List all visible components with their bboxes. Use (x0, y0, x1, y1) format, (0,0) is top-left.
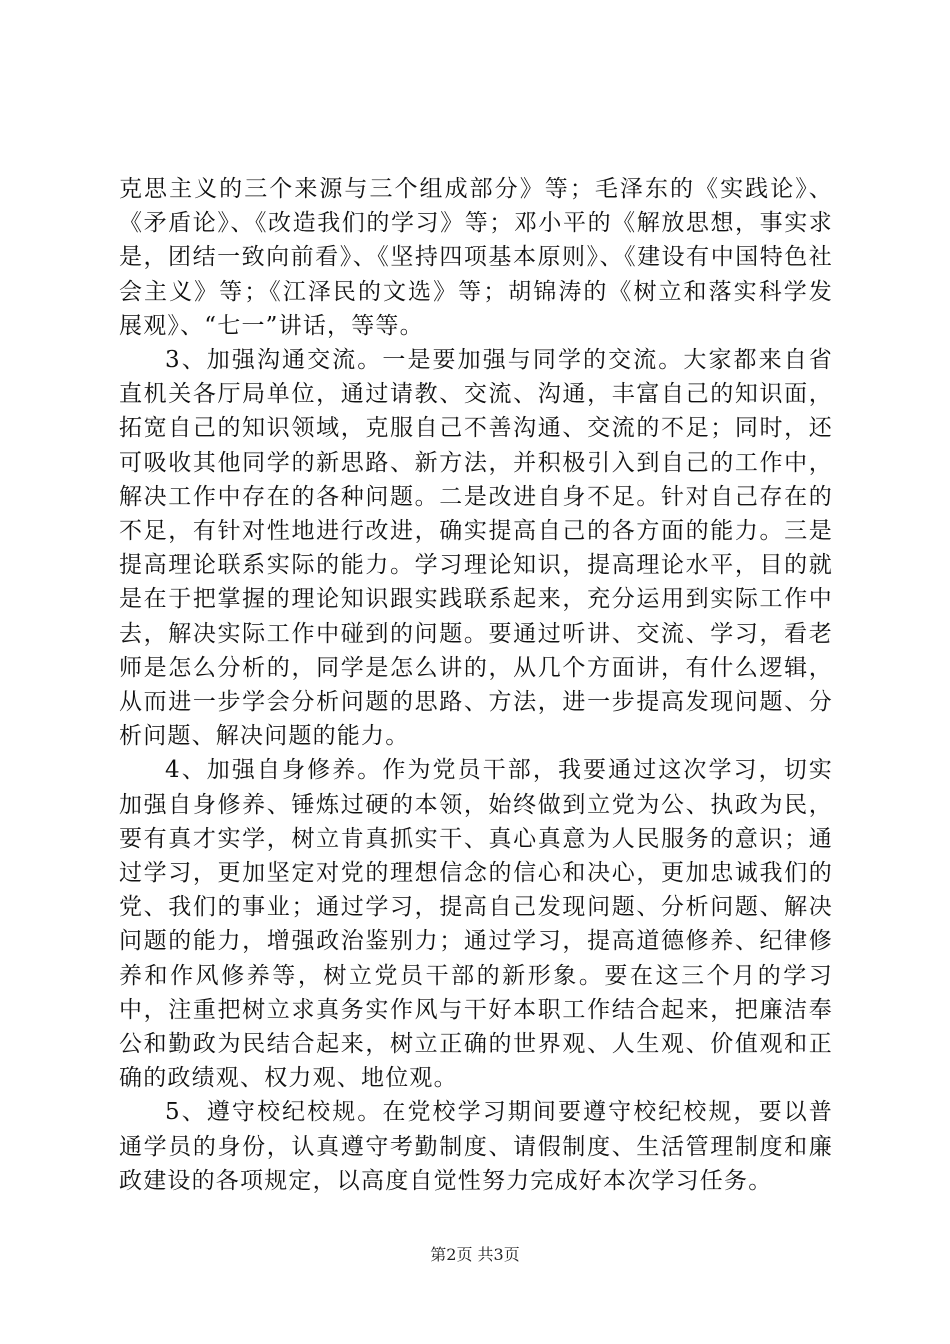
paragraph-self-cultivation: 4、加强自身修养。作为党员干部，我要通过这次学习，切实加强自身修养、锤炼过硬的本领，始终做到立党为公、执政为民，要有真才实学，树立肯真抓实干、真心真意为人民服务的意识；通过学习，更加坚定对党的理想信念的信心和决心，更加忠诚我们的党、我们的事业；通过学习，提高自己发现问题、分析问题、解决问题的能力，增强政治鉴别力；通过学习，提高道德修养、纪律修养和作风修养等，树立党员干部的新形象。要在这三个月的学习中，注重把树立求真务实作风与干好本职工作结合起来，把廉洁奉公和勤政为民结合起来，树立正确的世界观、人生观、价值观和正确的政绩观、权力观、地位观。 (119, 757, 833, 1092)
document-body (119, 172, 833, 1198)
paragraph-school-rules: 5、遵守校纪校规。在党校学习期间要遵守校纪校规，要以普通学员的身份，认真遵守考勤制度、请假制度、生活管理制度和廉政建设的各项规定，以高度自觉性努力完成好本次学习任务。 (119, 1099, 833, 1194)
paragraph-communication: 3、加强沟通交流。一是要加强与同学的交流。大家都来自省直机关各厅局单位，通过请教、交流、沟通，丰富自己的知识面，拓宽自己的知识领域，克服自己不善沟通、交流的不足；同时，还可吸收其他同学的新思路、新方法，并积极引入到自己的工作中，解决工作中存在的各种问题。二是改进自身不足。针对自己存在的不足，有针对性地进行改进，确实提高自己的各方面的能力。三是提高理论联系实际的能力。学习理论知识，提高理论水平，目的就是在于把掌握的理论知识跟实践联系起来，充分运用到实际工作中去，解决实际工作中碰到的问题。要通过听讲、交流、学习，看老师是怎么分析的，同学是怎么讲的，从几个方面讲，有什么逻辑，从而进一步学会分析问题的思路、方法，进一步提高发现问题、分析问题、解决问题的能力。 (119, 347, 833, 750)
paragraph-continuation: 克思主义的三个来源与三个组成部分》等；毛泽东的《实践论》、《矛盾论》、《改造我们的学习》等；邓小平的《解放思想，事实求是，团结一致向前看》、《坚持四项基本原则》、《建设有中国特色社会主义》等；《江泽民的文选》等；胡锦涛的《树立和落实科学发展观》、“七一”讲话，等等。 (119, 176, 833, 339)
page-footer: 第2页 共3页 (430, 1245, 520, 1264)
